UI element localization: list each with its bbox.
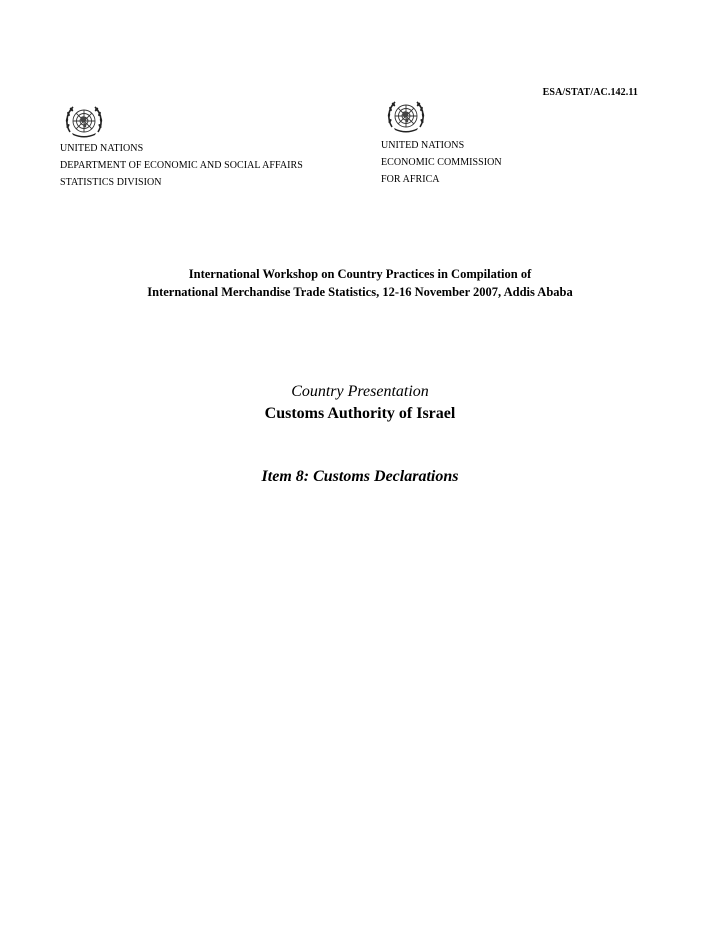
organization-left	[60, 140, 303, 191]
workshop-title	[0, 265, 720, 301]
org-left-line-3: STATISTICS DIVISION	[60, 177, 162, 188]
workshop-title-line-1: International Workshop on Country Practices in Compilation of	[188, 267, 532, 281]
document-symbol: ESA/STAT/AC.142.11	[542, 87, 638, 98]
org-right-line-3: FOR AFRICA	[381, 174, 440, 185]
org-left-line-1: UNITED NATIONS	[60, 143, 144, 154]
workshop-title-line-2: International Merchandise Trade Statistics, 12-16 November 2007, Addis Ababa	[147, 285, 573, 299]
presentation-heading	[0, 381, 720, 425]
agenda-item: Item 8: Customs Declarations	[261, 468, 459, 485]
un-emblem-graphic	[62, 102, 106, 142]
presentation-title: Customs Authority of Israel	[264, 405, 456, 422]
presentation-type: Country Presentation	[291, 383, 429, 400]
un-emblem-icon	[384, 97, 428, 137]
org-right-line-1: UNITED NATIONS	[381, 140, 465, 151]
un-emblem-icon	[62, 102, 106, 142]
un-emblem-graphic	[384, 97, 428, 137]
org-right-line-2: ECONOMIC COMMISSION	[381, 157, 502, 168]
org-left-line-2: DEPARTMENT OF ECONOMIC AND SOCIAL AFFAIRS	[60, 160, 303, 171]
organization-right	[381, 137, 502, 188]
